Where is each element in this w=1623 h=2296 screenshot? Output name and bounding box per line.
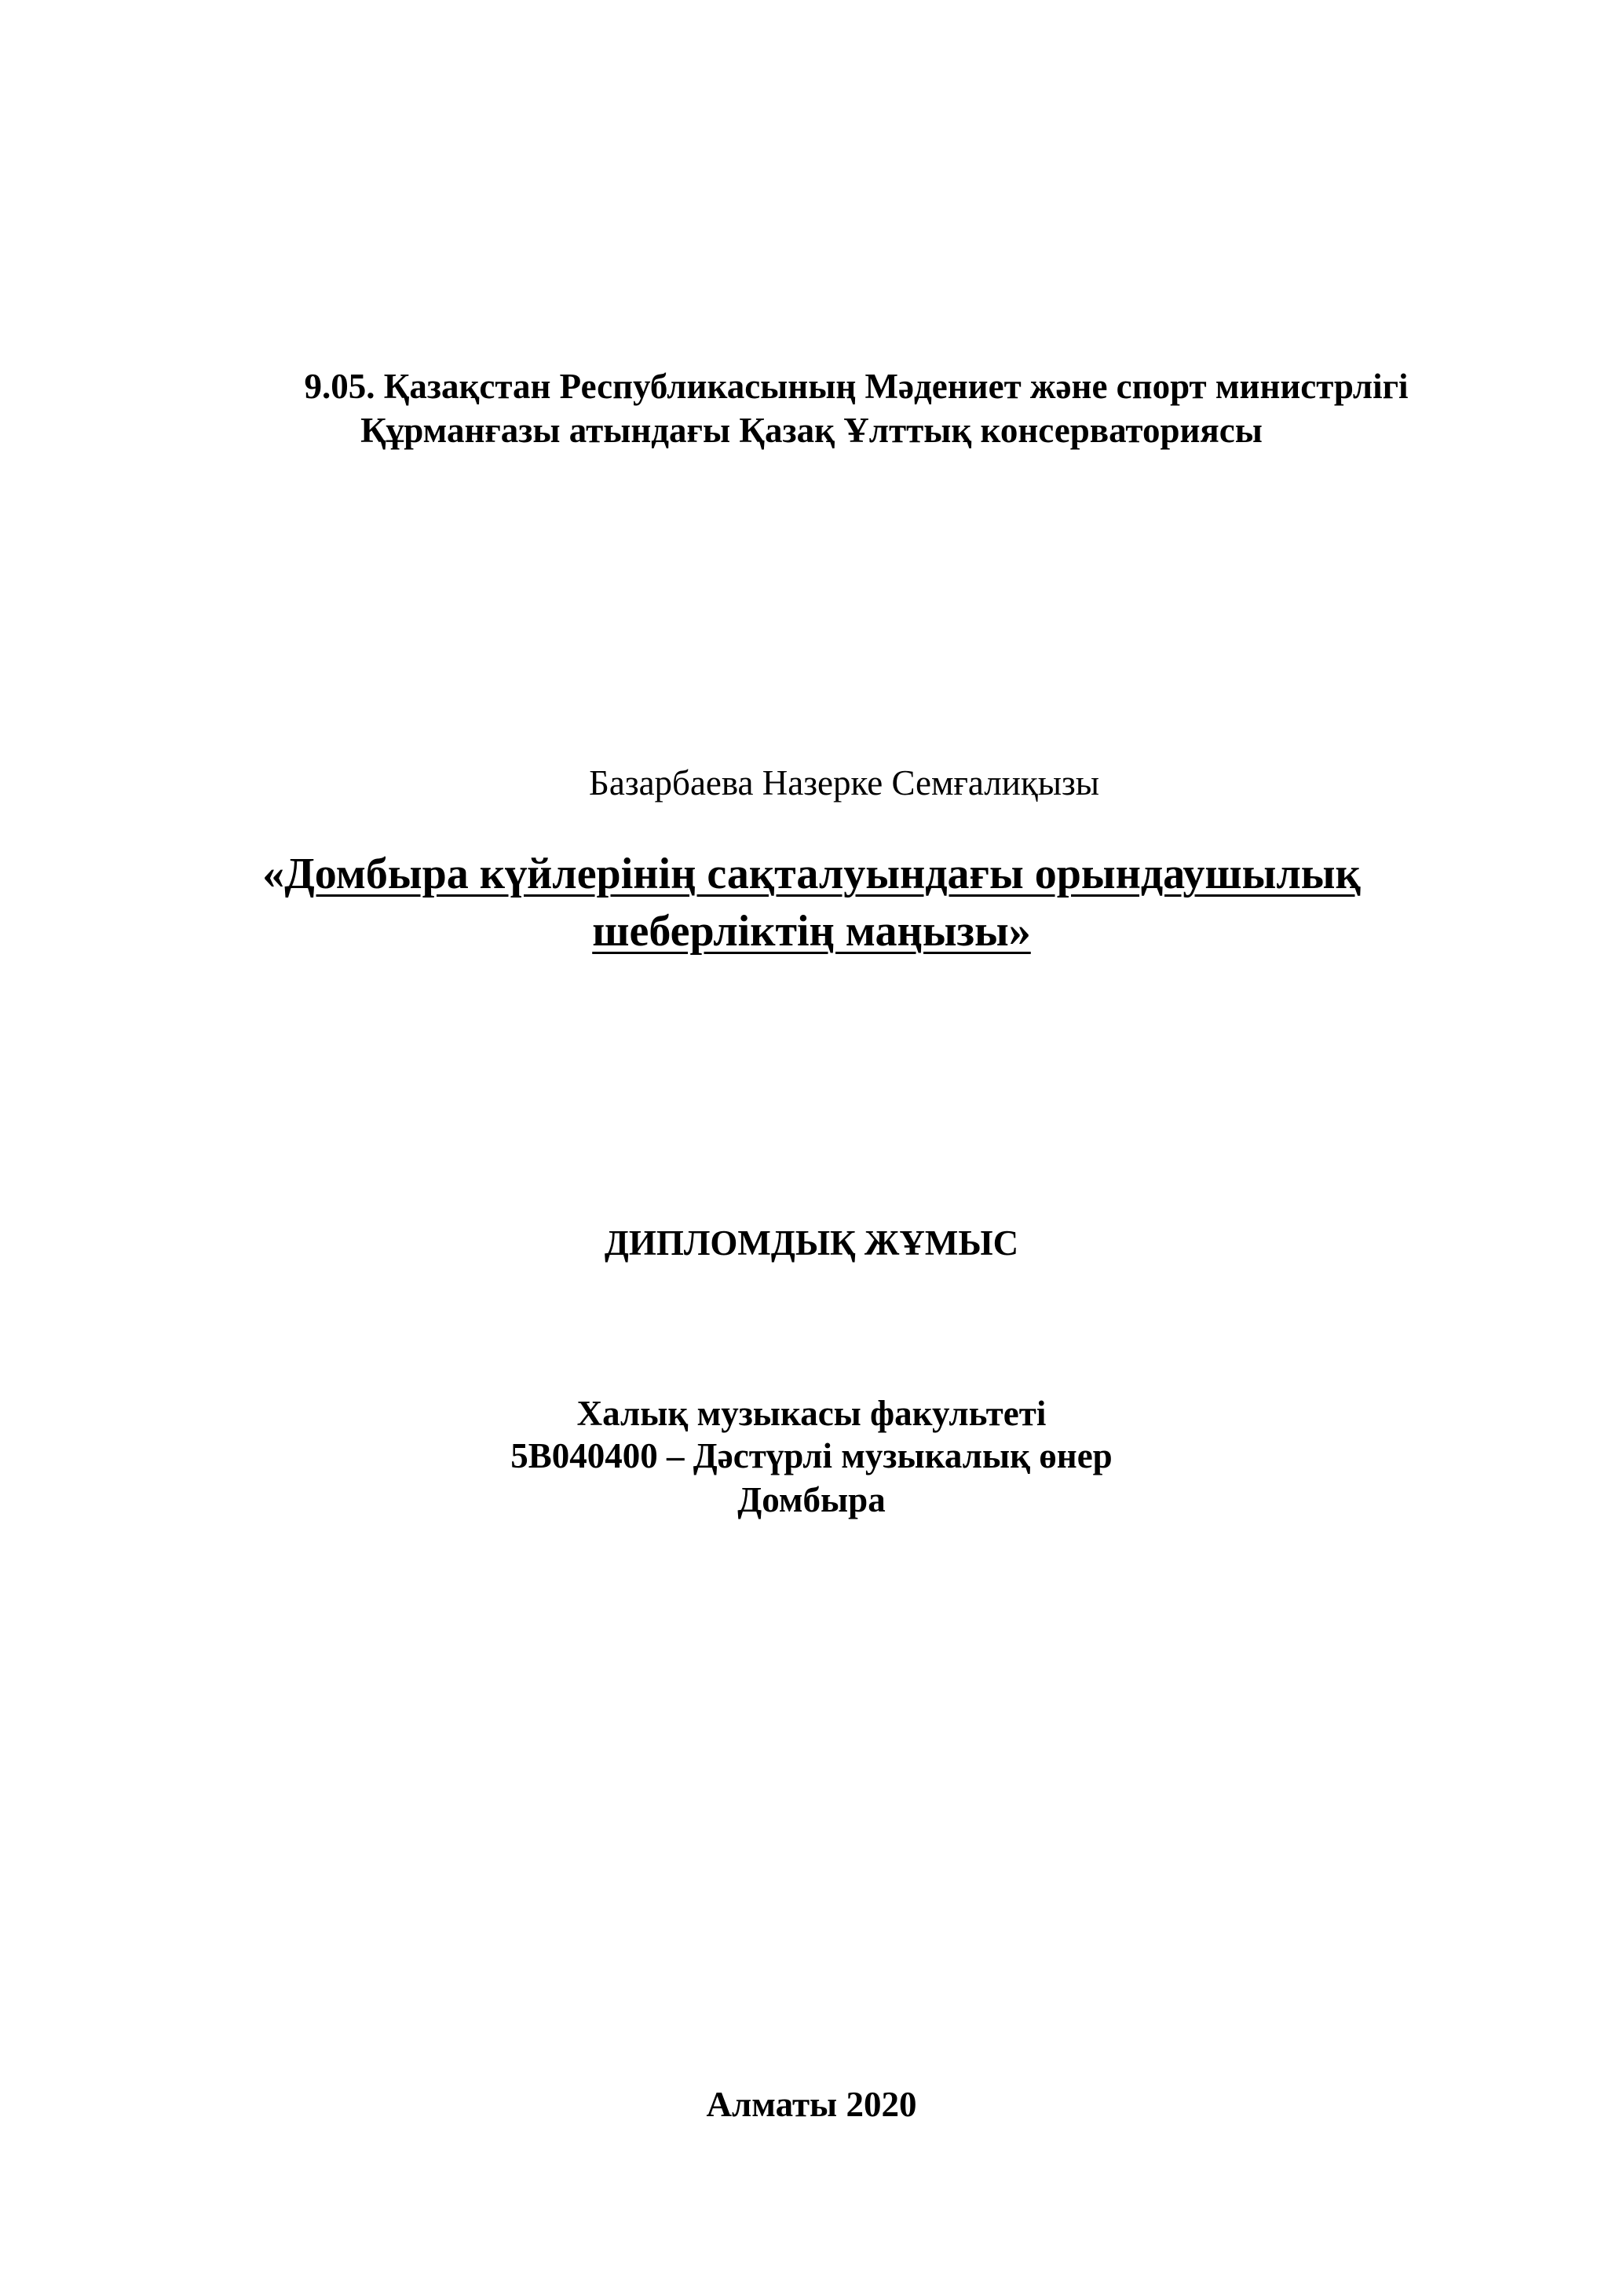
specialty-code: 5B040400 – Дәстүрлі музыкалық өнер xyxy=(510,1436,1113,1475)
document-type: ДИПЛОМДЫҚ ЖҰМЫС xyxy=(604,1223,1019,1263)
thesis-title-line-1 xyxy=(0,852,1623,896)
title-text-line-1: Домбыра күйлерінің сақталуындағы орындаушылық xyxy=(284,850,1361,898)
author-name-text: Базарбаева Назерке Семғалиқызы xyxy=(589,763,1099,803)
faculty-name: Халық музыкасы факультеті xyxy=(576,1394,1047,1433)
title-open-quote: « xyxy=(262,850,285,898)
ministry-heading: 9.05. Қазақстан Республикасының Мәдениет және спорт министрлігі xyxy=(304,367,1409,406)
instrument-name: Домбыра xyxy=(737,1480,886,1519)
thesis-title-line-2 xyxy=(0,907,1623,956)
title-text-line-2: шеберліктің маңызы» xyxy=(592,907,1031,956)
conservatory-heading: Құрманғазы атындағы Қазақ Ұлттық консерваториясы xyxy=(360,411,1263,450)
city-year: Алматы 2020 xyxy=(706,2085,917,2124)
